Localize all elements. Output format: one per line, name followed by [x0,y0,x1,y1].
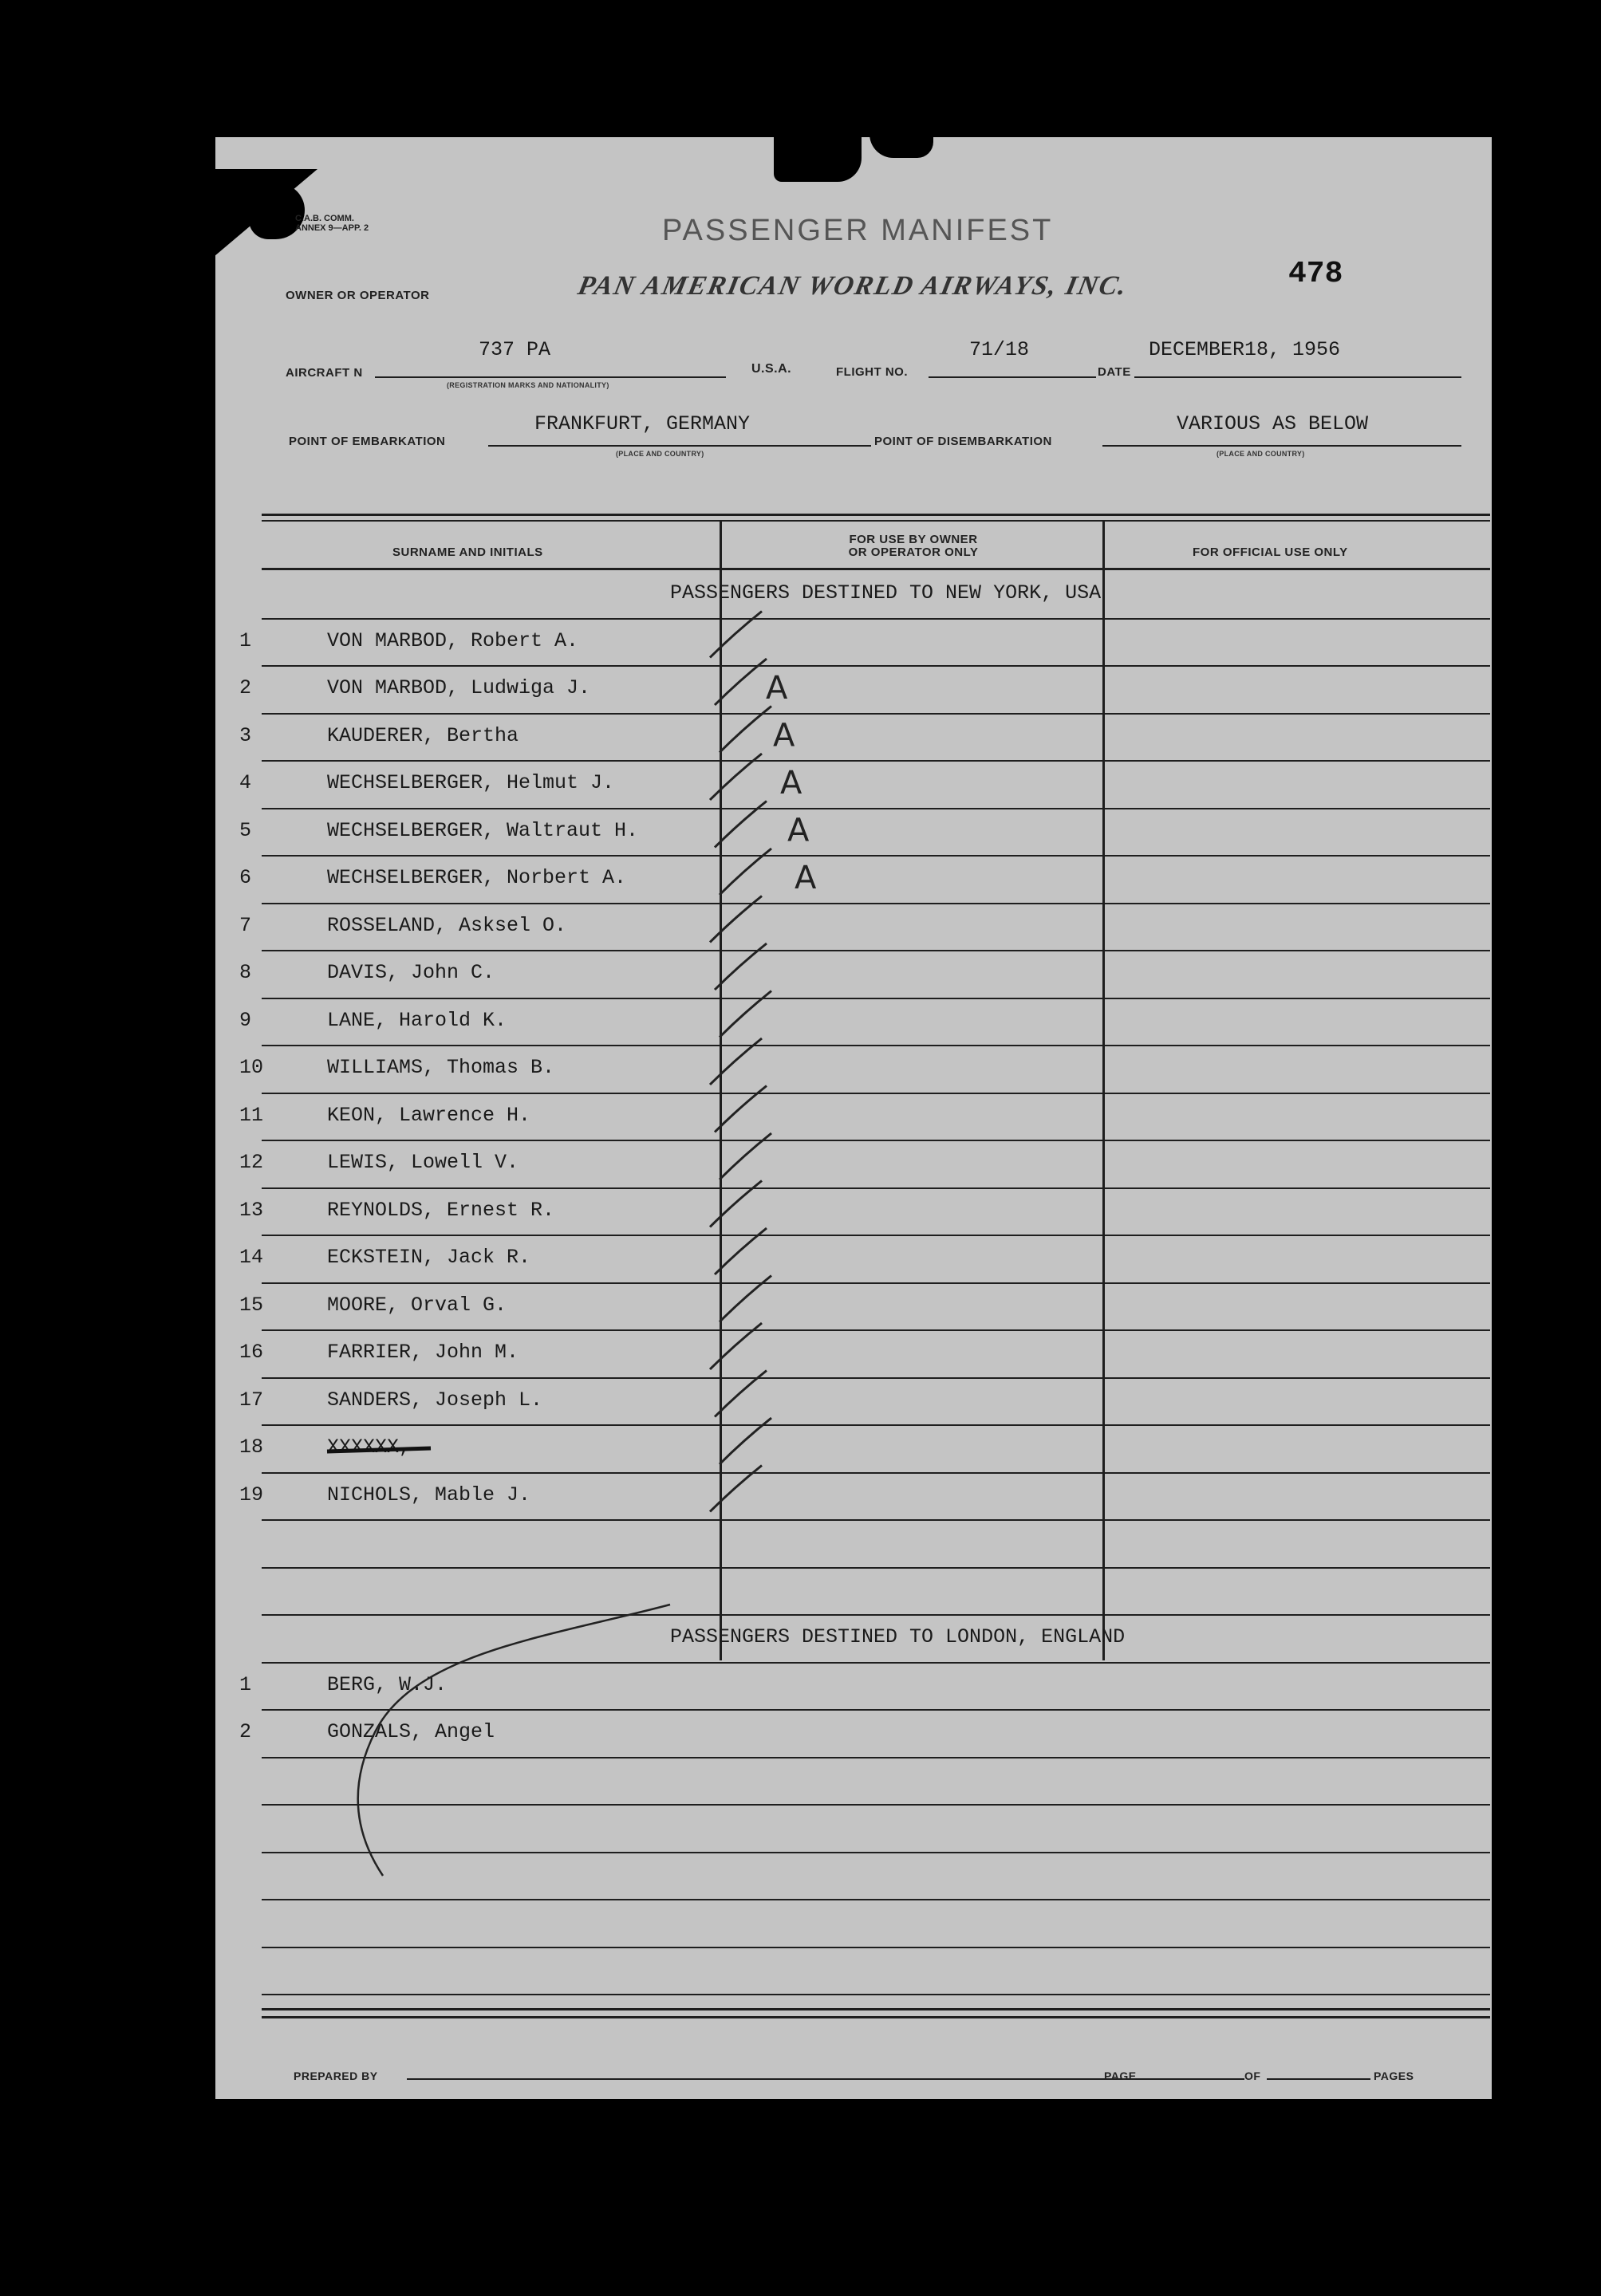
date-value: DECEMBER18, 1956 [1149,338,1341,361]
check-mark [720,991,771,1038]
passenger-name: VON MARBOD, Robert A. [327,628,579,652]
passenger-name: REYNOLDS, Ernest R. [327,1198,555,1222]
strike-through [327,1448,431,1451]
check-mark [710,1038,762,1085]
aircraft-value: 737 PA [479,338,551,361]
embarkation-label: POINT OF EMBARKATION [289,435,446,448]
passenger-number: 8 [239,961,252,984]
passenger-number: 11 [239,1103,264,1127]
passenger-number: 18 [239,1435,264,1459]
page-label: PAGE [1104,2070,1137,2082]
passenger-name: FARRIER, John M. [327,1341,519,1364]
check-mark [720,1133,771,1180]
owner-mark: A [795,860,817,896]
passenger-name: MOORE, Orval G. [327,1293,507,1317]
form-ref-line2: ANNEX 9—APP. 2 [295,223,369,233]
disembarkation-caption: (PLACE AND COUNTRY) [1217,450,1305,458]
passenger-name: WILLIAMS, Thomas B. [327,1056,555,1079]
passenger-name: LEWIS, Lowell V. [327,1151,519,1174]
check-mark [710,1181,762,1227]
passenger-number: 4 [239,771,252,794]
embarkation-caption: (PLACE AND COUNTRY) [616,450,704,458]
passenger-name: WECHSELBERGER, Norbert A. [327,866,627,889]
passenger-number: 5 [239,818,252,842]
passenger-name: GONZALS, Angel [327,1720,495,1743]
passenger-number: 7 [239,913,252,937]
check-mark [715,1228,767,1274]
check-mark [715,659,767,705]
check-mark [720,707,771,753]
section-heading: PASSENGERS DESTINED TO LONDON, ENGLAND [670,1625,1126,1648]
passenger-number: 13 [239,1198,264,1222]
aircraft-label: AIRCRAFT N [286,366,363,380]
prepared-by-label: PREPARED BY [294,2070,378,2082]
airline-name: PAN AMERICAN WORLD AIRWAYS, INC. [575,271,1131,301]
pages-label: PAGES [1374,2070,1414,2082]
check-mark [720,849,771,895]
check-mark [715,1371,767,1417]
check-mark [720,1418,771,1464]
check-mark [710,612,762,658]
section-heading: PASSENGERS DESTINED TO NEW YORK, USA [670,581,1102,605]
page-title: PASSENGER MANIFEST [662,214,1054,247]
check-mark [710,1466,762,1512]
passenger-number: 3 [239,723,252,747]
passenger-name: WECHSELBERGER, Waltraut H. [327,818,639,842]
passenger-name: NICHOLS, Mable J. [327,1483,531,1506]
owner-mark: A [766,670,788,707]
passenger-number: 10 [239,1056,264,1079]
passenger-name: KEON, Lawrence H. [327,1103,531,1127]
disembarkation-label: POINT OF DISEMBARKATION [874,435,1052,448]
passenger-name: ECKSTEIN, Jack R. [327,1246,531,1269]
check-mark [710,1323,762,1369]
passenger-number: 2 [239,676,252,699]
check-mark [710,754,762,800]
col-header-owner-line1: FOR USE BY OWNER [849,533,978,546]
passenger-name: BERG, W.J. [327,1672,448,1696]
owner-label: OWNER OR OPERATOR [286,289,430,302]
check-mark [715,943,767,990]
passenger-number: 9 [239,1008,252,1032]
owner-mark: A [787,812,810,849]
usa-label: U.S.A. [751,362,792,376]
passenger-number: 14 [239,1246,264,1269]
passenger-number: 1 [239,628,252,652]
passenger-name: WECHSELBERGER, Helmut J. [327,771,615,794]
col-header-surname: SURNAME AND INITIALS [392,545,543,559]
passenger-number: 2 [239,1720,252,1743]
passenger-number: 1 [239,1672,252,1696]
passenger-number: 19 [239,1483,264,1506]
passenger-name: DAVIS, John C. [327,961,495,984]
passenger-number: 16 [239,1341,264,1364]
check-mark [715,801,767,848]
check-mark [715,1086,767,1132]
handwritten-check-marks [215,137,1492,2099]
owner-mark: A [780,765,802,801]
check-mark [720,1276,771,1322]
flight-no-label: FLIGHT NO. [836,365,908,379]
passenger-name: XXXXXX, [327,1435,412,1459]
passenger-name: ROSSELAND, Asksel O. [327,913,567,937]
passenger-number: 12 [239,1151,264,1174]
passenger-number: 15 [239,1293,264,1317]
col-header-official: FOR OFFICIAL USE ONLY [1193,545,1348,559]
disembarkation-value: VARIOUS AS BELOW [1177,412,1369,435]
date-label: DATE [1098,365,1131,379]
check-mark [710,896,762,943]
document-number: 478 [1288,257,1343,291]
manifest-sheet [215,137,1492,2099]
passenger-number: 6 [239,866,252,889]
of-label: OF [1244,2070,1261,2082]
registration-caption: (REGISTRATION MARKS AND NATIONALITY) [447,381,609,389]
embarkation-value: FRANKFURT, GERMANY [534,412,751,435]
owner-mark: A [773,717,795,754]
col-header-owner-line2: OR OPERATOR ONLY [848,545,979,559]
passenger-name: SANDERS, Joseph L. [327,1388,543,1412]
flight-no-value: 71/18 [969,338,1030,361]
passenger-name: KAUDERER, Bertha [327,723,519,747]
passenger-name: VON MARBOD, Ludwiga J. [327,676,591,699]
handwritten-curve [358,1605,670,1876]
passenger-name: LANE, Harold K. [327,1008,507,1032]
form-ref-line1: C.A.B. COMM. [295,214,354,223]
passenger-number: 17 [239,1388,264,1412]
